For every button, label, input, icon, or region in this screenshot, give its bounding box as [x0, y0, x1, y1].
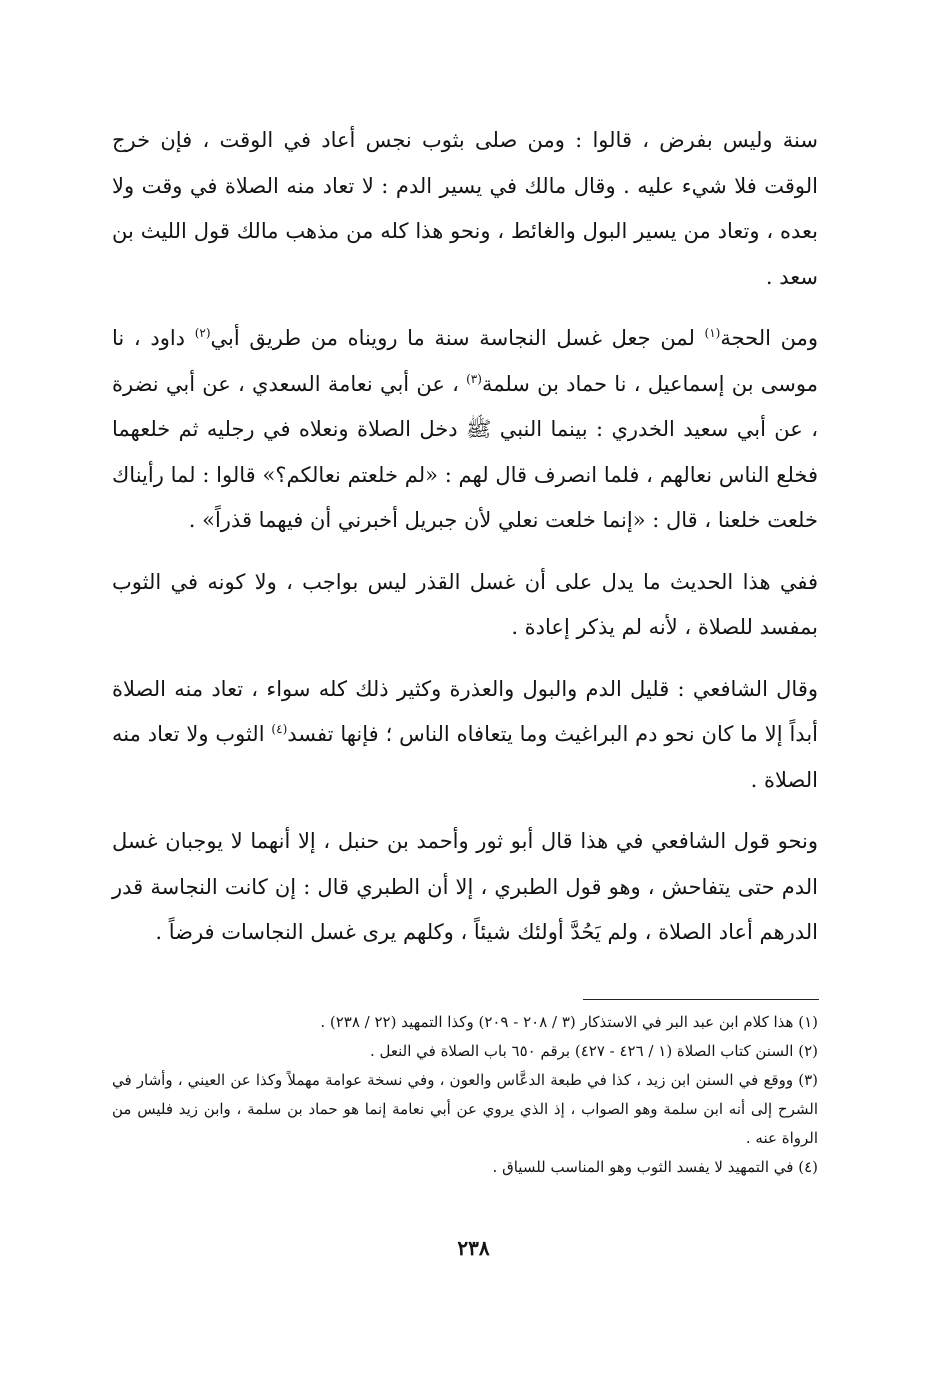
- paragraph-1: سنة وليس بفرض ، قالوا : ومن صلى بثوب نجس أعاد في الوقت ، فإن خرج الوقت فلا شيء عليه . وقال مالك في يسير الدم : لا تعاد منه الصلاة في وقت ولا بعده ، وتعاد من يسير البول والغائط ، ونحو هذا كله من مذهب مالك قول الليث بن سعد .: [112, 128, 818, 289]
- paragraph-5: ونحو قول الشافعي في هذا قال أبو ثور وأحمد بن حنبل ، إلا أنهما لا يوجبان غسل الدم حتى يتفاحش ، وهو قول الطبري ، إلا أن الطبري قال : إن كانت النجاسة قدر الدرهم أعاد الصلاة ، ولم يَحُدَّ أولئك شيئاً ، وكلهم يرى غسل النجاسات فرضاً .: [112, 829, 818, 944]
- paragraph-4-part-2: الثوب ولا تعاد منه الصلاة .: [112, 722, 818, 792]
- footnote-1: (١) هذا كلام ابن عبد البر في الاستذكار (٣ / ٢٠٨ - ٢٠٩) وكذا التمهيد (٢٢ / ٢٣٨) .: [320, 1013, 818, 1031]
- footnote-ref-3: (٣): [466, 371, 482, 386]
- paragraph-2-part-2: لمن جعل غسل النجاسة سنة ما رويناه من طريق أبي: [210, 326, 705, 350]
- paragraph-2-part-4: ، عن أبي نعامة السعدي ، عن أبي نضرة ، عن أبي سعيد الخدري : بينما النبي ﷺ دخل الصلاة ونعلاه في رجليه ثم خلعهما فخلع الناس نعالهم ، فلما انصرف قال لهم : «لم خلعتم نعالكم؟» قالوا : لما رأيناك خلعت خلعنا ، قال : «إنما خلعت نعلي لأن جبريل أخبرني أن فيهما قذراً» .: [112, 371, 818, 532]
- main-text: [112, 118, 818, 972]
- paragraph-2: [112, 316, 818, 544]
- footnote-3: (٣) ووقع في السنن ابن زيد ، كذا في طبعة الدعَّاس والعون ، وفي نسخة عوامة مهملاً وكذا عن العيني ، وأشار في الشرح إلى أنه ابن سلمة وهو الصواب ، إذ الذي يروي عن أبي نعامة إنما هو حماد بن سلمة ، وابن زيد فليس من الرواة عنه .: [112, 1071, 818, 1147]
- paragraph-2-part-3: داود ، نا موسى بن إسماعيل ، نا حماد بن سلمة: [112, 326, 818, 396]
- paragraph-4-part-1: وقال الشافعي : قليل الدم والبول والعذرة وكثير ذلك كله سواء ، تعاد منه الصلاة أبداً إلا ما كان نحو دم البراغيث وما يتعافاه الناس ؛ فإنها تفسد: [112, 676, 818, 746]
- paragraph-3: ففي هذا الحديث ما يدل على أن غسل القذر ليس بواجب ، ولا كونه في الثوب بمفسد للصلاة ، لأنه لم يذكر إعادة .: [112, 569, 818, 639]
- footnote-ref-4: (٤): [271, 722, 288, 736]
- page-number: ٢٣٨: [457, 1236, 490, 1260]
- footnotes: [112, 1008, 818, 1182]
- footnote-4: (٤) في التمهيد لا يفسد الثوب وهو المناسب للسياق .: [492, 1158, 818, 1176]
- paragraph-2-part-1: ومن الحجة: [720, 326, 818, 350]
- footnote-2: (٢) السنن كتاب الصلاة (١ / ٤٢٦ - ٤٢٧) برقم ٦٥٠ باب الصلاة في النعل .: [369, 1042, 818, 1060]
- paragraph-4: [112, 667, 818, 804]
- footnote-ref-2: (٢): [194, 326, 211, 340]
- footnote-ref-1: (١): [704, 326, 721, 340]
- footnote-separator: [583, 999, 819, 1000]
